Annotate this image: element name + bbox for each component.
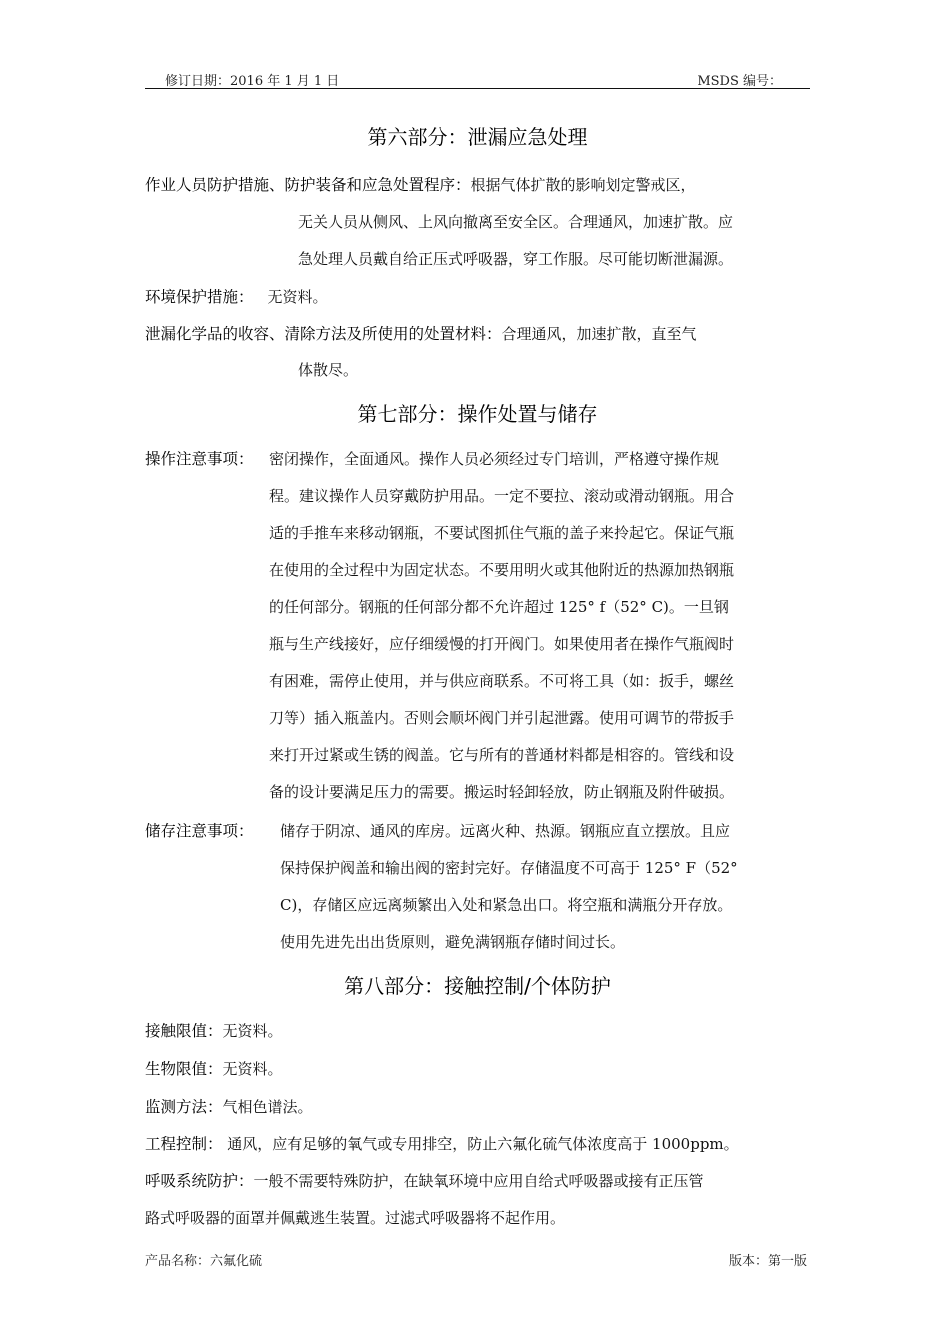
respiratory-protection-line-2: 路式呼吸器的面罩并佩戴逃生装置。过滤式呼吸器将不起作用。: [145, 1209, 566, 1227]
personal-protection-row: [145, 175, 696, 195]
respiratory-protection-row: [145, 1171, 704, 1191]
storage-line: 使用先进先出出货原则，避免满钢瓶存储时间过长。: [280, 933, 626, 951]
section-8-title: 第八部分：接触控制/个体防护: [344, 974, 611, 998]
respiratory-protection-line-1: 一般不需要特殊防护，在缺氧环境中应用自给式呼吸器或接有正压管: [253, 1172, 704, 1190]
handling-line: 在使用的全过程中为固定状态。不要用明火或其他附近的热源加热钢瓶: [269, 561, 735, 579]
version: 版本：第一版: [728, 1254, 807, 1269]
storage-line: 储存于阴凉、通风的库房。远离火种、热源。钢瓶应直立摆放。且应: [280, 822, 731, 840]
engineering-control-label: 工程控制：: [145, 1135, 223, 1153]
handling-line: 刀等）插入瓶盖内。否则会顺坏阀门并引起泄露。使用可调节的带扳手: [269, 709, 735, 727]
leak-handling-row: [145, 324, 697, 344]
handling-line: 适的手推车来移动钢瓶，不要试图抓住气瓶的盖子来拎起它。保证气瓶: [269, 524, 735, 542]
monitoring-method-value: 气相色谱法。: [222, 1098, 313, 1116]
exposure-limit-row: [145, 1021, 283, 1041]
handling-line: 程。建议操作人员穿戴防护用品。一定不要拉、滚动或滑动钢瓶。用合: [269, 487, 735, 505]
handling-line: 备的设计要满足压力的需要。搬运时轻卸轻放，防止钢瓶及附件破损。: [269, 783, 735, 801]
storage-label-row: [145, 821, 254, 841]
engineering-control-row: [145, 1134, 739, 1154]
handling-line: 密闭操作，全面通风。操作人员必须经过专门培训，严格遵守操作规: [269, 450, 720, 468]
revision-date: 修订日期：2016 年 1 月 1 日: [165, 74, 340, 89]
handling-line: 的任何部分。钢瓶的任何部分都不允许超过 125° f（52° C)。一旦钢: [269, 598, 729, 616]
product-name: 产品名称：六氟化硫: [145, 1254, 263, 1269]
handling-line: 瓶与生产线接好，应仔细缓慢的打开阀门。如果使用者在操作气瓶阀时: [269, 635, 735, 653]
env-protection-label: 环境保护措施：: [145, 288, 254, 306]
monitoring-method-row: [145, 1097, 313, 1117]
env-protection-row: [145, 287, 328, 307]
personal-protection-label: 作业人员防护措施、防护装备和应急处置程序：: [145, 176, 471, 194]
biological-limit-label: 生物限值：: [145, 1060, 223, 1078]
env-protection-value: 无资料。: [267, 288, 328, 306]
exposure-limit-label: 接触限值：: [145, 1022, 223, 1040]
biological-limit-value: 无资料。: [222, 1060, 283, 1078]
leak-handling-label: 泄漏化学品的收容、清除方法及所使用的处置材料：: [145, 325, 502, 343]
storage-line: 保持保护阀盖和输出阀的密封完好。存储温度不可高于 125° F（52°: [280, 859, 738, 877]
handling-label: 操作注意事项：: [145, 450, 254, 468]
storage-label: 储存注意事项：: [145, 822, 254, 840]
monitoring-method-label: 监测方法：: [145, 1098, 223, 1116]
header-divider: [145, 88, 810, 89]
respiratory-protection-label: 呼吸系统防护：: [145, 1172, 254, 1190]
exposure-limit-value: 无资料。: [222, 1022, 283, 1040]
section-6-title: 第六部分：泄漏应急处理: [367, 125, 588, 149]
section-7-title: 第七部分：操作处置与储存: [357, 402, 598, 426]
handling-line: 来打开过紧或生锈的阀盖。它与所有的普通材料都是相容的。管线和设: [269, 746, 735, 764]
leak-handling-line-1: 合理通风，加速扩散，直至气: [501, 325, 697, 343]
leak-handling-line-2: 体散尽。: [298, 361, 359, 379]
handling-line: 有困难，需停止使用，并与供应商联系。不可将工具（如：扳手，螺丝: [269, 672, 735, 690]
storage-line: C)，存储区应远离频繁出入处和紧急出口。将空瓶和满瓶分开存放。: [280, 896, 733, 914]
msds-number: MSDS 编号：: [697, 74, 782, 89]
page-header: [145, 70, 810, 88]
biological-limit-row: [145, 1059, 283, 1079]
personal-protection-line-2: 无关人员从侧风、上风向撤离至安全区。合理通风，加速扩散。应: [298, 213, 734, 231]
engineering-control-value: 通风，应有足够的氧气或专用排空，防止六氟化硫气体浓度高于 1000ppm。: [222, 1135, 739, 1153]
personal-protection-line-3: 急处理人员戴自给正压式呼吸器，穿工作服。尽可能切断泄漏源。: [298, 250, 734, 268]
handling-label-row: [145, 449, 254, 469]
personal-protection-line-1: 根据气体扩散的影响划定警戒区，: [470, 176, 696, 194]
storage-text: [280, 813, 738, 961]
handling-text: [269, 441, 734, 811]
